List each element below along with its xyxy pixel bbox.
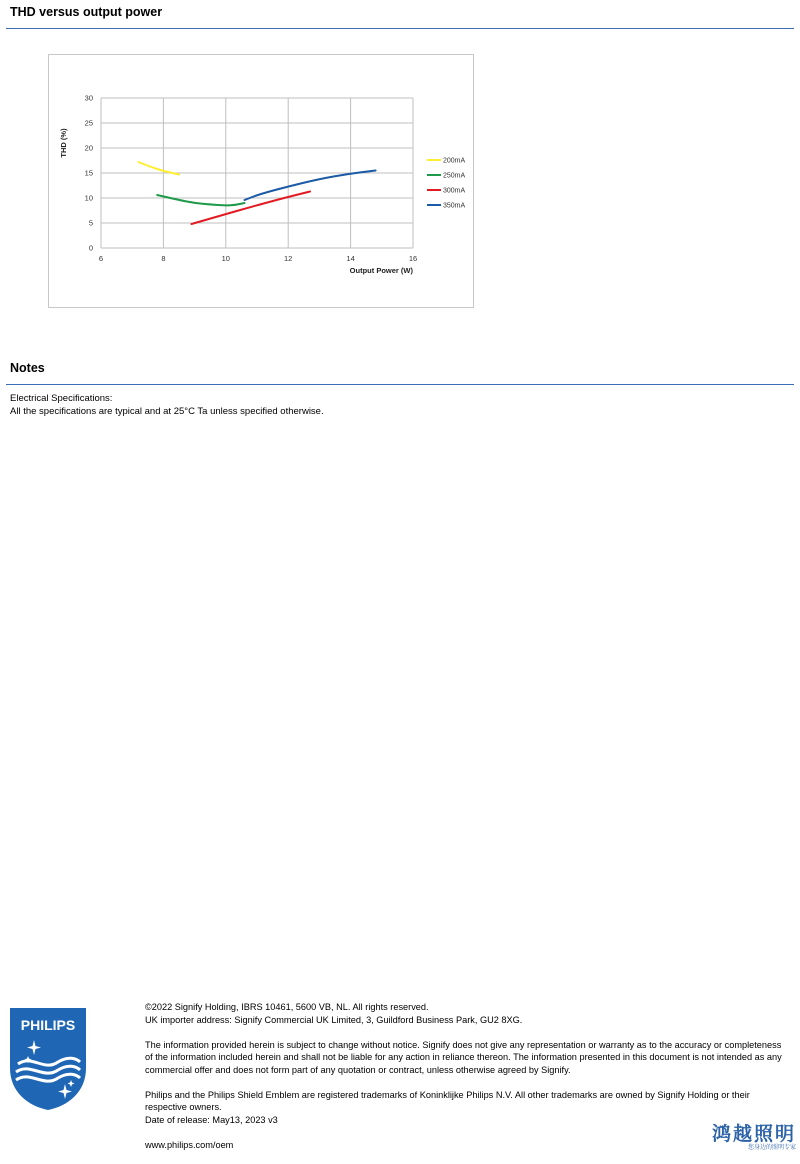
notes-body (10, 392, 324, 418)
x-tick-label: 10 (221, 254, 230, 263)
thd-chart-svg (49, 55, 475, 309)
x-tick-label: 16 (408, 254, 418, 263)
y-tick-label: 25 (84, 118, 93, 128)
legend-label: 250mA (443, 172, 466, 180)
y-tick-label: 5 (88, 218, 93, 228)
thd-section-title: THD versus output power (10, 5, 163, 19)
x-tick-label: 14 (346, 254, 355, 263)
section-divider (6, 384, 794, 385)
footer-trademarks: Philips and the Philips Shield Emblem are registered trademarks of Koninklijke Philips N.V. All other trademarks are owned by Signify Holding or their respective owners. (145, 1089, 750, 1112)
y-tick-label: 20 (84, 143, 93, 153)
footer-website[interactable]: www.philips.com/oem (145, 1139, 234, 1150)
philips-logo (8, 1006, 88, 1112)
notes-section-title: Notes (10, 361, 45, 375)
footer-release-date: Date of release: May13, 2023 v3 (145, 1114, 278, 1125)
y-tick-label: 0 (88, 243, 93, 253)
y-tick-label: 30 (84, 93, 93, 103)
watermark-main-text: 鸿越照明 (711, 1123, 796, 1145)
legend-label: 300mA (443, 187, 466, 195)
notes-line: All the specifications are typical and at 25°C Ta unless specified otherwise. (10, 406, 324, 417)
series-line-350mA (245, 171, 376, 201)
philips-shield-icon (8, 1006, 88, 1112)
y-tick-label: 15 (84, 168, 93, 178)
footer-importer: UK importer address: Signify Commercial UK Limited, 3, Guildford Business Park, GU2 8XG. (145, 1014, 523, 1025)
series-line-250mA (157, 195, 244, 205)
x-tick-label: 8 (161, 254, 166, 263)
footer-copyright: ©2022 Signify Holding, IBRS 10461, 5600 VB, NL. All rights reserved. (145, 1002, 429, 1012)
watermark-sub-text: 您身边的照明专家 (747, 1144, 796, 1151)
footer-text (145, 1001, 790, 1164)
x-tick-label: 6 (98, 254, 104, 263)
section-divider (6, 28, 794, 29)
footer-disclaimer: The information provided herein is subject to change without notice. Signify does not give any representation or warranty as to the accuracy or completeness of the information included herein and shall not be liable for any action in reliance thereon. The information presented in this document is not intended as any commercial offer and does not form part of any quotation or contract, unless otherwise agreed by Signify. (145, 1039, 782, 1075)
series-line-300mA (191, 192, 310, 225)
philips-wordmark: PHILIPS (20, 1017, 76, 1033)
notes-line: Electrical Specifications: (10, 393, 113, 404)
legend-label: 350mA (443, 202, 466, 210)
x-tick-label: 12 (284, 254, 293, 263)
legend-label: 200mA (443, 157, 466, 165)
thd-chart (48, 54, 474, 308)
y-tick-label: 10 (84, 193, 93, 203)
x-axis-label: Output Power (W) (349, 266, 413, 275)
watermark-logo (696, 1124, 796, 1154)
y-axis-label: THD (%) (59, 128, 68, 158)
